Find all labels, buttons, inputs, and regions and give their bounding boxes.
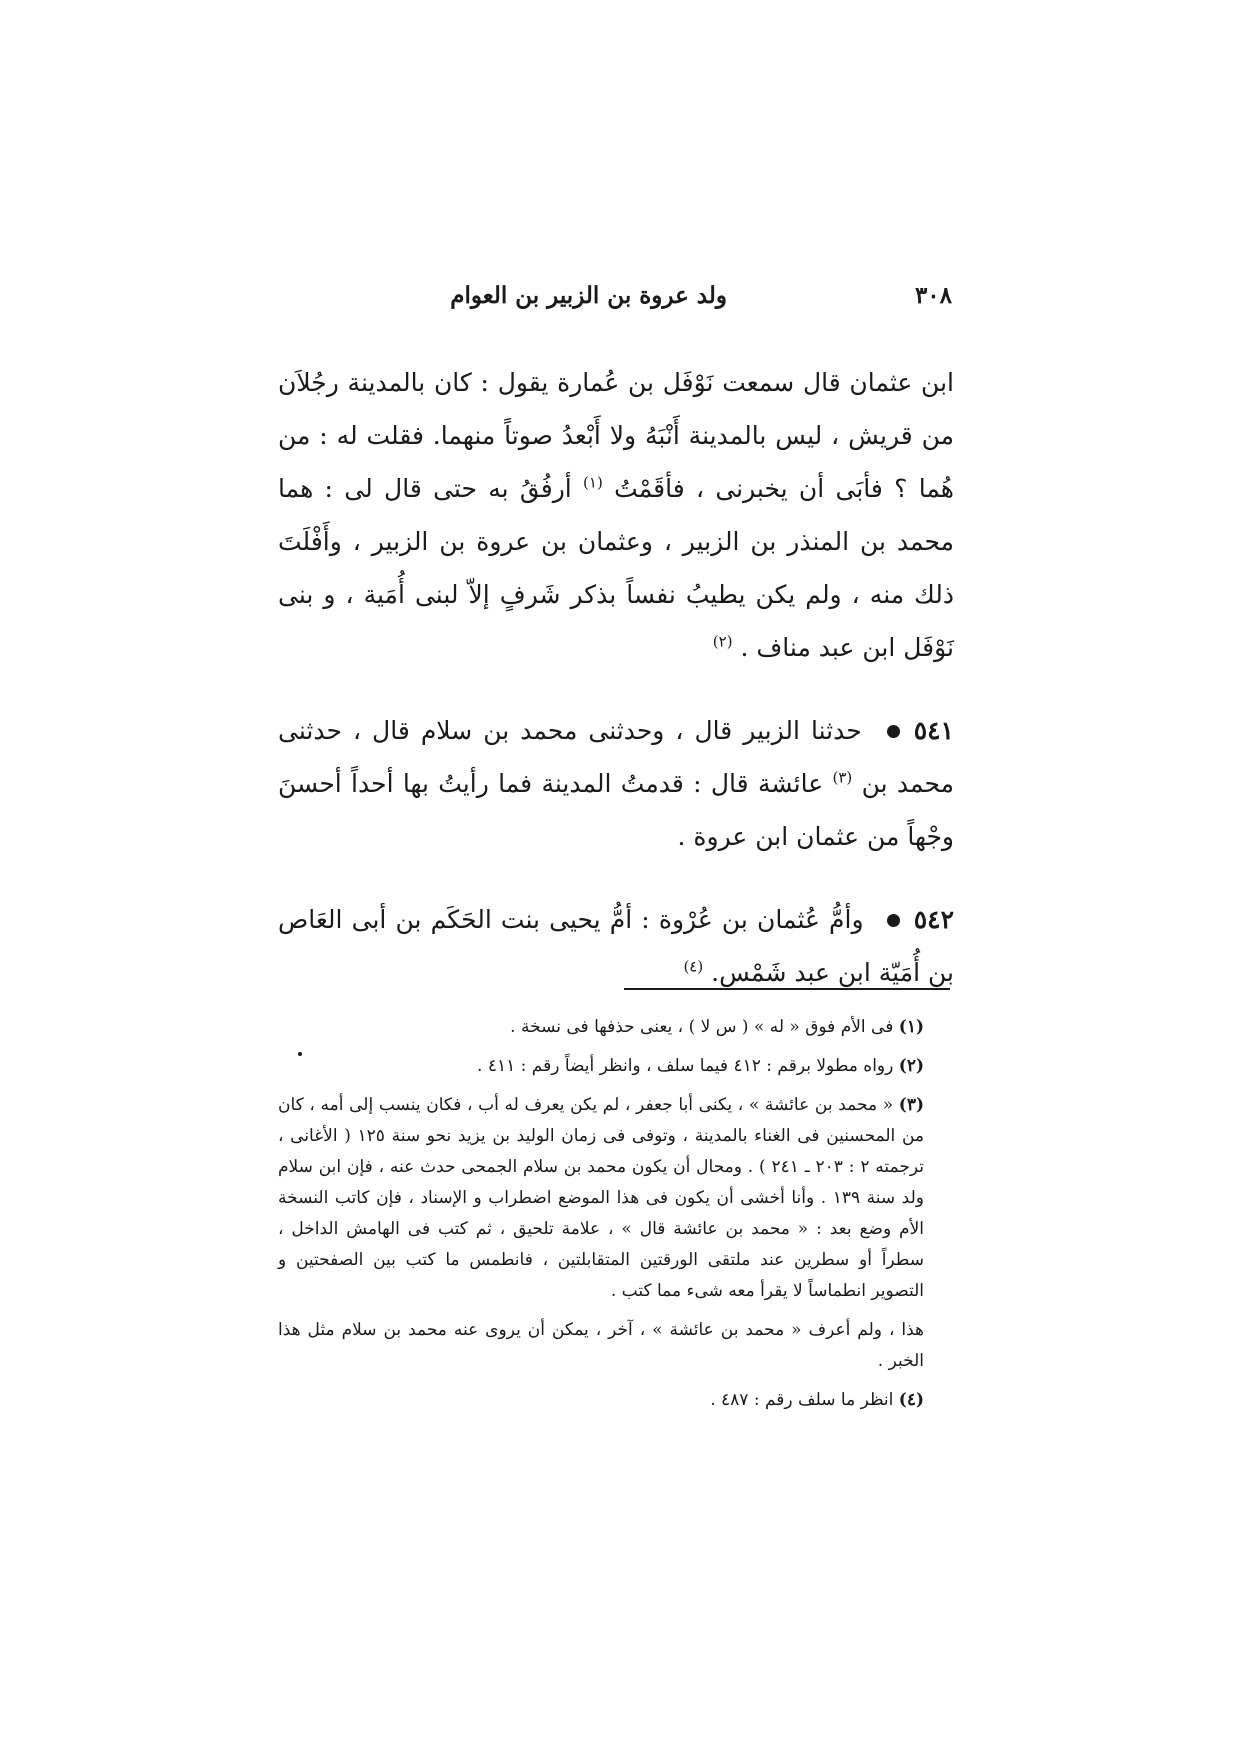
footnote-3-continued <box>278 1315 954 1377</box>
footnote-number: (١) <box>898 1017 924 1037</box>
footnote-divider <box>624 988 950 990</box>
text-line: وأمُّ عُثمان بن عُرْوة : أمُّ يحيى بنت الحَكَم بن أبى العَاص بن أُمَيّة <box>278 905 954 987</box>
bullet-icon <box>887 725 900 738</box>
footnote-2 <box>278 1051 954 1082</box>
footnote-number: (٤) <box>898 1390 924 1410</box>
text-line: بالمدينة أَنْبَهُ ولا أَبْعدُ صوتاً منهما. فقلت له : من هُما ؟ فأبَى أن يخبرنى ، فأقَمْتُ <box>278 421 954 503</box>
running-title: ولد عروة بن الزبير بن العوام <box>450 282 727 309</box>
footnote-ref: (٤) <box>683 957 704 976</box>
footnote-ref: (٣) <box>832 768 853 787</box>
page-header <box>280 282 952 322</box>
main-text <box>278 356 954 999</box>
footnote-3 <box>278 1090 954 1307</box>
text-line: عائشة قال : قدمتُ المدينة فما رأيتُ بها أحداً أحسنَ وجْهاً من عثمان <box>278 769 954 851</box>
paragraph-542 <box>278 893 954 999</box>
footnote-number: (٣) <box>898 1095 924 1115</box>
footnote-4 <box>278 1385 954 1416</box>
text-line: ابن عبد مناف . <box>740 633 896 662</box>
footnote-ref: (٢) <box>712 632 733 651</box>
footnote-text: « محمد بن عائشة » ، يكنى أبا جعفر ، لم يكن يعرف له أب ، فكان ينسب إلى أمه ، كان من المحسنين فى الغناء بالمدينة ، وتوفى فى زمان الوليد بن يزيد نحو سنة ١٢٥ ( الأغانى ، ترجمته ٢ : ٢٠٣ ـ ٢٤١ ) . ومحال أن يكون محمد بن سلام الجمحى حدث عنه ، فإن ابن سلام ولد سنة ١٣٩ . وأنا أخشى أن يكون فى هذا الموضع اضطراب و الإسناد ، فإن كاتب النسخة الأم وضع بعد : « محمد بن عائشة قال » ، علامة تلحيق ، ثم كتب فى الهامش الداخل ، سطراً أو سطرين عند ملتقى الورقتين المتقابلتين ، فانطمس ما كتب بين الصفحتين و التصوير انطماساً لا يقرأ معه شىء مما كتب . <box>278 1095 925 1301</box>
footnote-ref: (١) <box>583 473 603 492</box>
footnote-1 <box>278 1012 954 1043</box>
text-line: وأَفْلَتَ ذلك منه ، ولم يكن يطيبُ نفساً بذكر شَرفٍ إلاّ لبنى أُمَية ، و بنى نَوْفَل <box>278 527 954 662</box>
footnote-text: فى الأم فوق « له » ( س لا ) ، يعنى حذفها فى نسخة . <box>510 1017 894 1037</box>
footnotes <box>278 1012 954 1424</box>
footnote-number: (٢) <box>898 1056 924 1076</box>
text-line: ابن عروة . <box>677 822 789 851</box>
page-number: ٣٠٨ <box>914 282 952 309</box>
text-line: أرفُقُ به حتى قال لى : هما محمد بن المنذر بن الزبير ، وعثمان بن عروة بن الزبير ، <box>278 474 954 556</box>
text-line: حدثنا الزبير قال ، وحدثنى محمد بن سلام قال ، حدثنى محمد بن <box>278 716 954 798</box>
footnote-text: رواه مطولا برقم : ٤١٢ فيما سلف ، وانظر أيضاً رقم : ٤١١ . <box>477 1056 894 1076</box>
paragraph-continuation <box>278 356 954 674</box>
footnote-text: انظر ما سلف رقم : ٤٨٧ . <box>710 1390 894 1410</box>
text-line: ابن عبد شَمْس. <box>711 958 871 987</box>
footnote-text: هذا ، ولم أعرف « محمد بن عائشة » ، آخر ، يمكن أن يروى عنه محمد بن سلام مثل هذا الخبر . <box>278 1320 924 1371</box>
paragraph-number: ٥٤١ <box>913 716 954 745</box>
paragraph-541 <box>278 704 954 863</box>
paragraph-number: ٥٤٢ <box>913 905 955 934</box>
bullet-icon <box>887 914 900 927</box>
text-line: ابن عثمان قال سمعت نَوْفَل بن عُمارة يقول : كان بالمدينة رجُلاَن من قريش ، ليس <box>278 368 954 450</box>
